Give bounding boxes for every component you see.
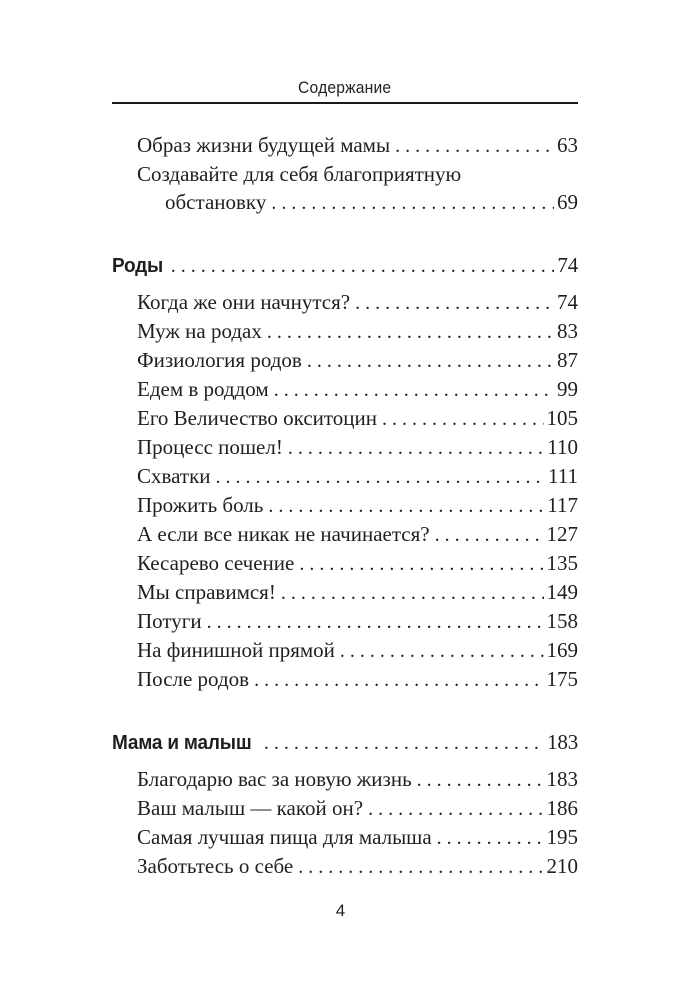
toc-entry-title: Потуги bbox=[137, 609, 202, 633]
page-header-title: Содержание bbox=[298, 78, 392, 97]
toc-entry-row bbox=[112, 317, 578, 346]
dot-leader bbox=[254, 666, 543, 694]
toc-entry-title: Кесарево сечение bbox=[137, 551, 295, 575]
toc-page-number: 127 bbox=[546, 522, 578, 546]
toc-entry-title: На финишной прямой bbox=[137, 638, 335, 662]
toc-page-number: 99 bbox=[557, 377, 578, 401]
toc-entry-title: После родов bbox=[137, 667, 250, 691]
toc-entry-title: Мы справимся! bbox=[137, 580, 276, 604]
toc-entry-title-line1: Создавайте для себя благоприятную bbox=[137, 162, 462, 186]
toc-entry-title: Самая лучшая пища для малыша bbox=[137, 825, 432, 849]
toc-entry-title: Прожить боль bbox=[137, 493, 264, 517]
toc-page-number: 111 bbox=[548, 464, 578, 488]
toc-section-title: Мама и малыш bbox=[112, 732, 252, 754]
dot-leader bbox=[267, 318, 554, 346]
dot-leader bbox=[355, 289, 554, 317]
toc-entry-title: Ваш малыш — какой он? bbox=[137, 796, 364, 820]
dot-leader bbox=[298, 853, 543, 881]
toc-entry-title: Едем в роддом bbox=[137, 377, 269, 401]
toc-entry-row bbox=[112, 462, 578, 491]
toc-page-number: 186 bbox=[546, 796, 578, 820]
toc-entry-row bbox=[112, 520, 578, 549]
toc-section-title: Роды bbox=[112, 255, 164, 277]
dot-leader bbox=[264, 728, 544, 758]
dot-leader bbox=[216, 463, 546, 491]
toc-entry-row bbox=[112, 549, 578, 578]
header-rule bbox=[112, 102, 578, 104]
dot-leader bbox=[281, 579, 544, 607]
toc-entry-row bbox=[112, 404, 578, 433]
dot-leader bbox=[437, 824, 544, 852]
toc-page-number: 74 bbox=[557, 290, 578, 314]
dot-leader bbox=[171, 251, 555, 281]
table-of-contents bbox=[112, 131, 578, 881]
toc-page-number: 117 bbox=[547, 493, 578, 517]
toc-page-number: 169 bbox=[546, 638, 578, 662]
toc-entry-row bbox=[112, 665, 578, 694]
toc-entry-title: Схватки bbox=[137, 464, 211, 488]
dot-leader bbox=[382, 405, 544, 433]
toc-entry-row bbox=[112, 794, 578, 823]
toc-entry-title-line2: обстановку bbox=[165, 190, 267, 214]
toc-entry-row bbox=[112, 288, 578, 317]
toc-page-number: 69 bbox=[557, 190, 578, 214]
dot-leader bbox=[268, 492, 544, 520]
dot-leader bbox=[271, 189, 554, 217]
toc-page-number: 210 bbox=[546, 854, 578, 878]
dot-leader bbox=[274, 376, 554, 404]
toc-entry-row bbox=[112, 578, 578, 607]
toc-entry-row bbox=[112, 433, 578, 462]
toc-page-number: 149 bbox=[546, 580, 578, 604]
running-head bbox=[112, 78, 578, 98]
dot-leader bbox=[417, 766, 544, 794]
dot-leader bbox=[340, 637, 544, 665]
dot-leader bbox=[435, 521, 544, 549]
toc-entry-row bbox=[112, 346, 578, 375]
toc-page-number: 63 bbox=[557, 133, 578, 157]
toc-page-number: 183 bbox=[547, 730, 578, 754]
toc-entry-row bbox=[112, 491, 578, 520]
toc-entry-title: Муж на родах bbox=[137, 319, 262, 343]
dot-leader bbox=[207, 608, 544, 636]
toc-entry-title: Образ жизни будущей мамы bbox=[137, 133, 391, 157]
toc-entry-row bbox=[112, 852, 578, 881]
dot-leader bbox=[307, 347, 554, 375]
toc-entry-row bbox=[112, 131, 578, 160]
toc-entry-row bbox=[112, 765, 578, 794]
toc-page-number: 158 bbox=[546, 609, 578, 633]
toc-entry-title: Процесс пошел! bbox=[137, 435, 283, 459]
page-number: 4 bbox=[335, 901, 346, 920]
toc-entry-title: Физиология родов bbox=[137, 348, 302, 372]
toc-page-number: 183 bbox=[546, 767, 578, 791]
toc-page-number: 175 bbox=[546, 667, 578, 691]
toc-entry-title: Благодарю вас за новую жизнь bbox=[137, 767, 412, 791]
dot-leader bbox=[395, 132, 554, 160]
toc-page-number: 74 bbox=[557, 253, 578, 277]
toc-page-number: 110 bbox=[547, 435, 578, 459]
toc-page-number: 195 bbox=[546, 825, 578, 849]
toc-entry-title: Заботьтесь о себе bbox=[137, 854, 294, 878]
toc-entry-title: Его Величество окситоцин bbox=[137, 406, 377, 430]
toc-page-number: 83 bbox=[557, 319, 578, 343]
toc-entry-row bbox=[112, 823, 578, 852]
toc-entry-row bbox=[112, 636, 578, 665]
toc-entry-title: Когда же они начнутся? bbox=[137, 290, 351, 314]
toc-entry-row bbox=[112, 160, 578, 217]
toc-page-number: 105 bbox=[546, 406, 578, 430]
toc-page-number: 135 bbox=[546, 551, 578, 575]
dot-leader bbox=[299, 550, 543, 578]
toc-page-number: 87 bbox=[557, 348, 578, 372]
toc-entry-title: А если все никак не начинается? bbox=[137, 522, 430, 546]
toc-section-row bbox=[112, 250, 578, 281]
dot-leader bbox=[368, 795, 543, 823]
dot-leader bbox=[288, 434, 544, 462]
toc-entry-row bbox=[112, 607, 578, 636]
toc-section-row bbox=[112, 727, 578, 758]
toc-entry-row bbox=[112, 375, 578, 404]
